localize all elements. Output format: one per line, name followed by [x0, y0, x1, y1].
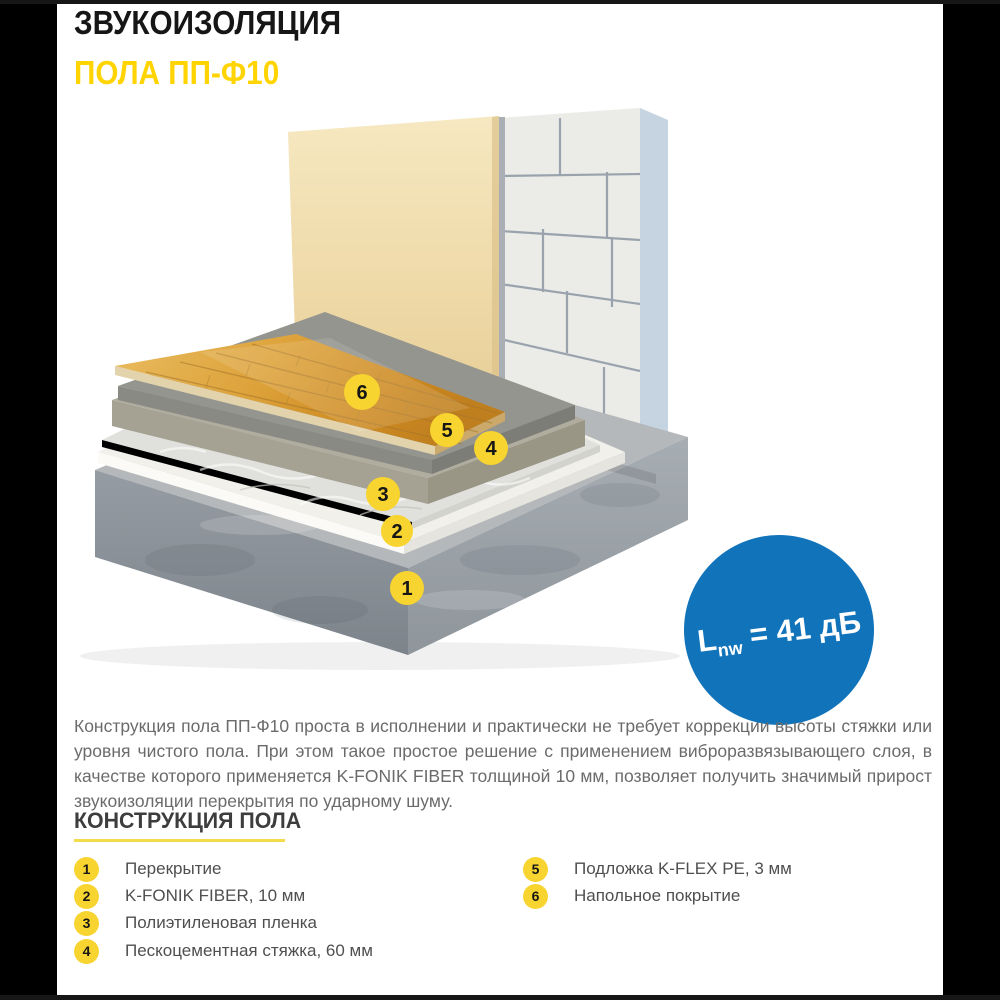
legend-number-6: 6	[523, 884, 548, 909]
description-paragraph: Конструкция пола ПП-Ф10 проста в исполнении и практически не требует коррекции высоты стяжки или уровня чистого пола. При этом такое простое решение с применением виброразвязывающего слоя, в качестве которого применяется K-FONIK FIBER толщиной 10 мм, позволяет получить значимый прирост звукоизоляции перекрытия по ударному шуму.	[74, 716, 932, 811]
legend-label-2: K-FONIK FIBER, 10 мм	[125, 886, 306, 905]
block-wall-side	[640, 108, 668, 475]
legend-item-3	[74, 910, 317, 936]
legend-number-1: 1	[74, 857, 99, 882]
legend-item-6	[523, 883, 740, 909]
page-subtitle: ПОЛА ПП-Ф10	[74, 54, 280, 91]
section-heading-underline	[74, 839, 285, 842]
marker-4	[474, 431, 508, 465]
legend-item-1	[74, 856, 221, 882]
legend-item-2	[74, 883, 305, 909]
legend-label-5: Подложка K-FLEX PE, 3 мм	[574, 859, 792, 878]
legend-number-3: 3	[74, 911, 99, 936]
legend-number-4: 4	[74, 939, 99, 964]
svg-text:3: 3	[377, 484, 389, 506]
svg-text:4: 4	[485, 438, 497, 460]
legend-item-5	[523, 856, 792, 882]
legend-number-2: 2	[74, 884, 99, 909]
legend-label-3: Полиэтиленовая пленка	[125, 913, 317, 932]
legend-label-6: Напольное покрытие	[574, 886, 741, 905]
rating-badge-text: $L_{nw} = 41$ дБ	[695, 604, 863, 661]
rating-badge	[684, 535, 874, 725]
svg-text:2: 2	[391, 521, 403, 543]
svg-text:5: 5	[441, 420, 453, 442]
marker-6	[344, 374, 380, 410]
legend-item-4	[74, 938, 373, 964]
legend-label-4: Пескоцементная стяжка, 60 мм	[125, 941, 373, 960]
legend-number-5: 5	[523, 857, 548, 882]
section-heading: КОНСТРУКЦИЯ ПОЛА	[74, 808, 302, 833]
legend-label-1: Перекрытие	[125, 859, 222, 878]
marker-2	[381, 515, 413, 547]
plaster-wall-edge-shade	[492, 116, 499, 415]
marker-5	[430, 413, 464, 447]
svg-text:1: 1	[401, 578, 413, 600]
marker-1	[390, 571, 424, 605]
marker-3	[366, 477, 400, 511]
svg-text:6: 6	[356, 382, 368, 404]
page-title: ЗВУКОИЗОЛЯЦИЯ	[74, 4, 342, 41]
